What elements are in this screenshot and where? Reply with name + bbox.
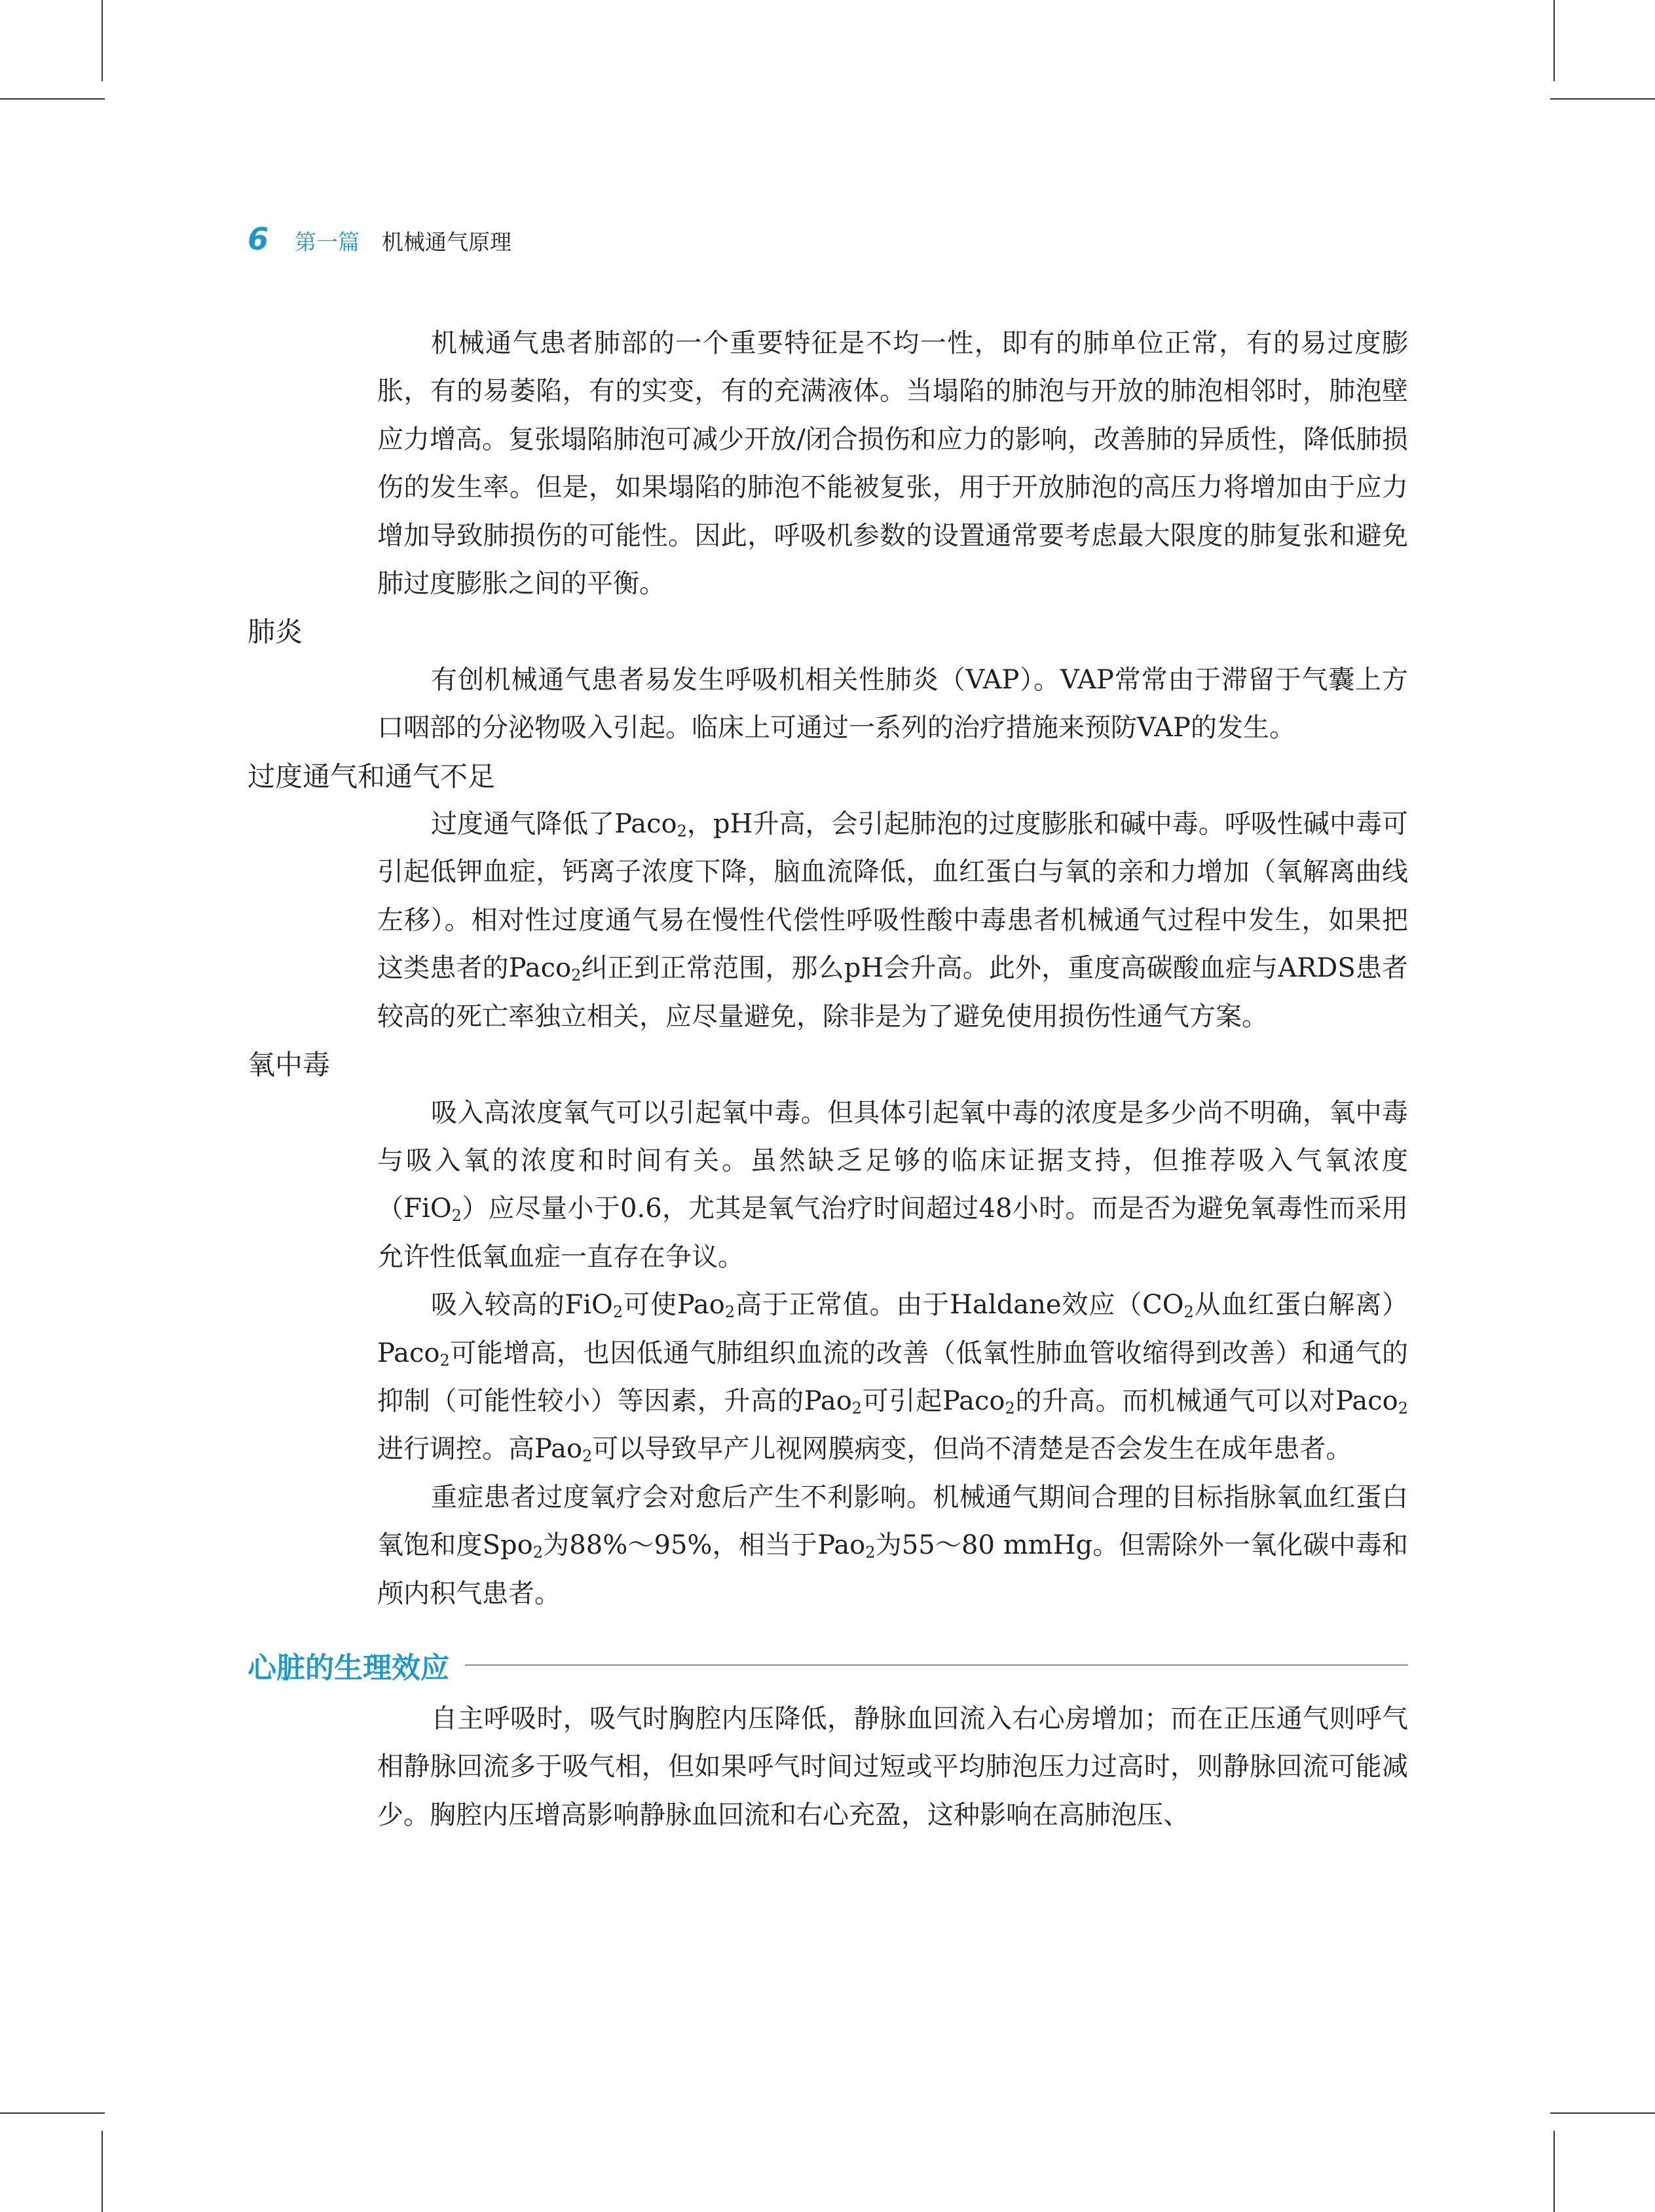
- crop-mark: [0, 2112, 105, 2114]
- subheading: 过度通气和通气不足: [248, 760, 496, 793]
- chapter-title: 机械通气原理: [382, 229, 512, 255]
- crop-mark: [102, 2131, 103, 2212]
- crop-mark: [1553, 0, 1555, 81]
- page-body: [248, 320, 1408, 1839]
- page-number: 6: [248, 221, 269, 257]
- crop-mark: [1553, 2131, 1555, 2212]
- spacer: [248, 1618, 1408, 1632]
- paragraph: 过度通气降低了Paco$_2$，pH升高，会引起肺泡的过度膨胀和碱中毒。呼吸性碱中毒可引起低钾血症，钙离子浓度下降，脑血流降低，血红蛋白与氧的亲和力增加（氧解离曲线左移）。相对性过度通气易在慢性代偿性呼吸性酸中毒患者机械通气过程中发生，如果把这类患者的Paco$_2$纠正到正常范围，那么pH会升高。此外，重度高碳酸血症与ARDS患者较高的死亡率独立相关，应尽量避免，除非是为了避免使用损伤性通气方案。: [377, 809, 1409, 1032]
- crop-mark: [1550, 98, 1655, 100]
- paragraph: 重症患者过度氧疗会对愈后产生不利影响。机械通气期间合理的目标指脉氧血红蛋白氧饱和度Spo$_2$为88%～95%，相当于Pao$_2$为55～80 mmHg。但需除外一氧化碳中毒和颅内积气患者。: [377, 1482, 1409, 1609]
- paragraph: 有创机械通气患者易发生呼吸机相关性肺炎（VAP）。VAP常常由于滞留于气囊上方口咽部的分泌物吸入引起。临床上可通过一系列的治疗措施来预防VAP的发生。: [377, 664, 1408, 743]
- paragraph: 吸入较高的FiO$_2$可使Pao$_2$高于正常值。由于Haldane效应（$CO_2$从血红蛋白解离）Paco$_2$可能增高，也因低通气肺组织血流的改善（低氧性肺血管收缩得到改善）和通气的抑制（可能性较小）等因素，升高的Pao$_2$可引起Paco$_2$的升高。而机械通气可以对Paco$_2$进行调控。高Pao$_2$可以导致早产儿视网膜病变，但尚不清楚是否会发生在成年患者。: [377, 1290, 1409, 1466]
- paragraph: 自主呼吸时，吸气时胸腔内压降低，静脉血回流入右心房增加；而在正压通气则呼气相静脉回流多于吸气相，但如果呼气时间过短或平均肺泡压力过高时，则静脉回流可能减少。胸腔内压增高影响静脉血回流和右心充盈，这种影响在高肺泡压、: [377, 1703, 1408, 1830]
- crop-mark: [0, 98, 105, 100]
- section-heading: [248, 1635, 1408, 1695]
- section-title: 心脏的生理效应: [248, 1651, 449, 1685]
- part-title: 第一篇: [295, 229, 360, 255]
- crop-mark: [102, 0, 103, 81]
- subheading: 氧中毒: [248, 1049, 331, 1081]
- subheading: 肺炎: [248, 616, 303, 648]
- crop-mark: [1550, 2112, 1655, 2114]
- section-rule: [465, 1664, 1408, 1666]
- paragraph: 吸入高浓度氧气可以引起氧中毒。但具体引起氧中毒的浓度是多少尚不明确，氧中毒与吸入氧的浓度和时间有关。虽然缺乏足够的临床证据支持，但推荐吸入气氧浓度（FiO$_2$）应尽量小于0.6，尤其是氧气治疗时间超过48小时。而是否为避免氧毒性而采用允许性低氧血症一直存在争议。: [377, 1097, 1409, 1272]
- running-header: [248, 221, 511, 257]
- paragraph: 机械通气患者肺部的一个重要特征是不均一性，即有的肺单位正常，有的易过度膨胀，有的易萎陷，有的实变，有的充满液体。当塌陷的肺泡与开放的肺泡相邻时，肺泡壁应力增高。复张塌陷肺泡可减少开放/闭合损伤和应力的影响，改善肺的异质性，降低肺损伤的发生率。但是，如果塌陷的肺泡不能被复张，用于开放肺泡的高压力将增加由于应力增加导致肺损伤的可能性。因此，呼吸机参数的设置通常要考虑最大限度的肺复张和避免肺过度膨胀之间的平衡。: [377, 328, 1408, 599]
